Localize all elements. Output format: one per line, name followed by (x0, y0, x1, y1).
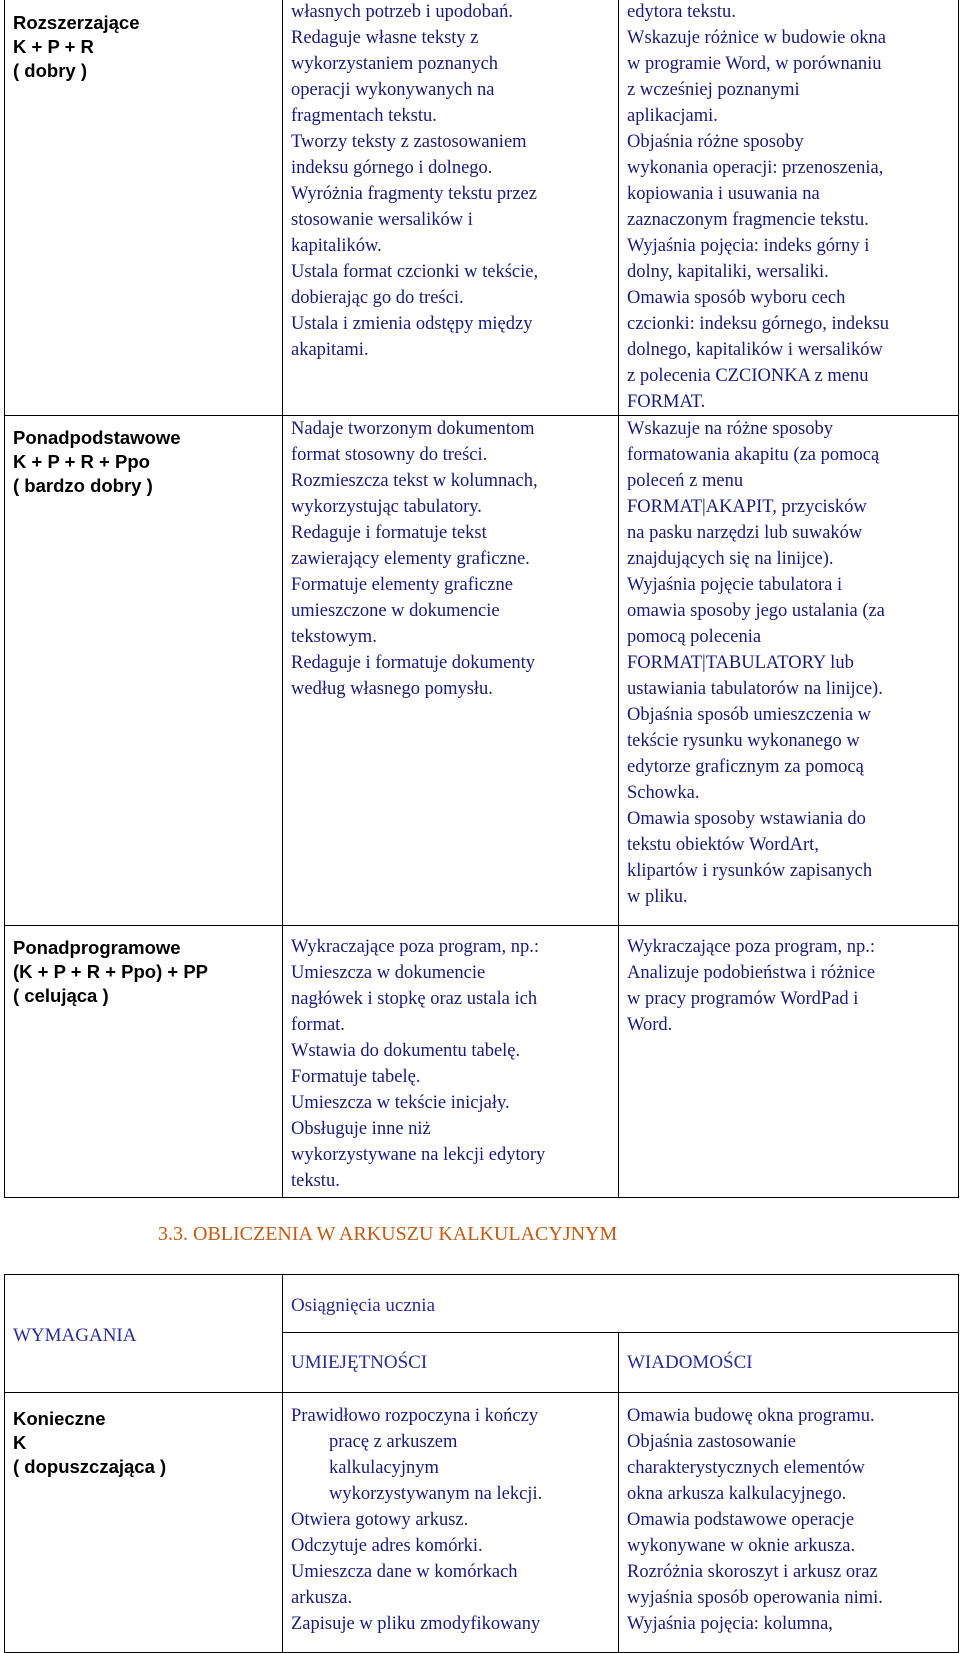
skill-line: Otwiera gotowy arkusz. (291, 1510, 469, 1530)
level-grade: ( dopuszczająca ) (13, 1456, 167, 1477)
skill-line: kapitalików. (291, 236, 382, 256)
skill-line: Wyróżnia fragmenty tekstu przez (291, 184, 537, 204)
skill-line: kalkulacyjnym (329, 1458, 439, 1478)
section-title: 3.3. OBLICZENIA W ARKUSZU KALKULACYJNYM (158, 1223, 618, 1245)
skill-line: zawierający elementy graficzne. (291, 549, 530, 569)
table-row (5, 926, 959, 1198)
header-requirements: WYMAGANIA (13, 1324, 137, 1346)
skill-line: format stosowny do treści. (291, 445, 488, 465)
level-formula: K + P + R + Ppo (13, 451, 150, 472)
skill-line: Prawidłowo rozpoczyna i kończy (291, 1406, 539, 1426)
skill-line: Zapisuje w pliku zmodyfikowany (291, 1614, 541, 1634)
skill-line: Odczytuje adres komórki. (291, 1536, 483, 1556)
skill-line: Ustala i zmienia odstępy między (291, 314, 533, 334)
knowledge-line: Omawia sposób wyboru cech (627, 288, 846, 308)
knowledge-line: zaznaczonym fragmencie tekstu. (627, 210, 869, 230)
skill-line: fragmentach tekstu. (291, 106, 437, 126)
skill-line: Rozmieszcza tekst w kolumnach, (291, 471, 538, 491)
skill-line: własnych potrzeb i upodobań. (291, 2, 513, 22)
skill-line: akapitami. (291, 340, 369, 360)
requirements-table-text-editor (4, 0, 959, 1198)
knowledge-line: Schowka. (627, 783, 700, 803)
level-grade: ( celująca ) (13, 985, 109, 1006)
level-name: Konieczne (13, 1408, 106, 1429)
knowledge-line: w programie Word, w porównaniu (627, 54, 882, 74)
knowledge-cell (619, 416, 959, 926)
knowledge-line: FORMAT|AKAPIT, przycisków (627, 497, 867, 517)
skill-line: Obsługuje inne niż (291, 1119, 431, 1139)
header-knowledge: WIADOMOŚCI (627, 1351, 753, 1373)
knowledge-line: Objaśnia sposób umieszczenia w (627, 705, 872, 725)
knowledge-line: w pracy programów WordPad i (627, 989, 859, 1009)
knowledge-line: poleceń z menu (627, 471, 744, 491)
knowledge-line: czcionki: indeksu górnego, indeksu (627, 314, 890, 334)
skill-line: tekstu. (291, 1171, 340, 1191)
table-row (5, 416, 959, 926)
level-name: Ponadpodstawowe (13, 427, 181, 448)
skill-line: umieszczone w dokumencie (291, 601, 500, 621)
header-achievements-cell (283, 1275, 959, 1333)
header-knowledge-cell (619, 1333, 959, 1393)
skill-line: dobierając go do treści. (291, 288, 464, 308)
knowledge-line: tekście rysunku wykonanego w (627, 731, 860, 751)
skills-cell (283, 0, 619, 416)
table-row (5, 0, 959, 416)
level-name: Rozszerzające (13, 12, 140, 33)
skill-line: Redaguje i formatuje dokumenty (291, 653, 536, 673)
skills-cell (283, 416, 619, 926)
header-skills-cell (283, 1333, 619, 1393)
knowledge-line: Wyjaśnia pojęcia: indeks górny i (627, 236, 870, 256)
knowledge-line: FORMAT. (627, 392, 706, 412)
skill-line: tekstowym. (291, 627, 377, 647)
knowledge-line: Wskazuje różnice w budowie okna (627, 28, 886, 48)
skill-line: wykorzystywane na lekcji edytory (291, 1145, 546, 1165)
skill-line: wykorzystaniem poznanych (291, 54, 499, 74)
skill-line: wykorzystywanym na lekcji. (329, 1484, 543, 1504)
skill-line: Formatuje tabelę. (291, 1067, 421, 1087)
requirements-table-spreadsheet (4, 1274, 959, 1653)
knowledge-line: Objaśnia zastosowanie (627, 1432, 797, 1452)
knowledge-line: w pliku. (627, 887, 688, 907)
header-requirements-cell (5, 1275, 283, 1393)
skill-line: Nadaje tworzonym dokumentom (291, 419, 535, 439)
knowledge-line: tekstu obiektów WordArt, (627, 835, 819, 855)
knowledge-line: znajdujących się na linijce). (627, 549, 834, 569)
skill-line: Wykraczające poza program, np.: (291, 937, 539, 957)
header-row (5, 1275, 959, 1333)
knowledge-cell (619, 926, 959, 1198)
knowledge-line: wyjaśnia sposób operowania nimi. (627, 1588, 883, 1608)
level-cell (5, 1393, 283, 1653)
knowledge-line: kopiowania i usuwania na (627, 184, 820, 204)
knowledge-line: Omawia budowę okna programu. (627, 1406, 875, 1426)
table-row (5, 1393, 959, 1653)
level-cell (5, 416, 283, 926)
knowledge-line: Analizuje podobieństwa i różnice (627, 963, 876, 983)
knowledge-line: z wcześniej poznanymi (627, 80, 800, 100)
knowledge-line: wykonania operacji: przenoszenia, (627, 158, 884, 178)
skill-line: stosowanie wersalików i (291, 210, 473, 230)
knowledge-line: na pasku narzędzi lub suwaków (627, 523, 863, 543)
knowledge-line: Omawia sposoby wstawiania do (627, 809, 866, 829)
knowledge-line: z polecenia CZCIONKA z menu (627, 366, 869, 386)
level-cell (5, 926, 283, 1198)
level-name: Ponadprogramowe (13, 937, 181, 958)
knowledge-line: edytorze graficznym za pomocą (627, 757, 864, 777)
knowledge-line: Objaśnia różne sposoby (627, 132, 804, 152)
skill-line: Redaguje własne teksty z (291, 28, 479, 48)
knowledge-line: Wyjaśnia pojęcie tabulatora i (627, 575, 843, 595)
skill-line: Umieszcza w tekście inicjały. (291, 1093, 510, 1113)
knowledge-line: Word. (627, 1015, 673, 1035)
header-skills: UMIEJĘTNOŚCI (291, 1351, 428, 1373)
skill-line: Wstawia do dokumentu tabelę. (291, 1041, 521, 1061)
skill-line: wykorzystując tabulatory. (291, 497, 482, 517)
level-grade: ( dobry ) (13, 60, 87, 81)
skill-line: Ustala format czcionki w tekście, (291, 262, 539, 282)
skill-line: Redaguje i formatuje tekst (291, 523, 487, 543)
knowledge-line: aplikacjami. (627, 106, 718, 126)
level-grade: ( bardzo dobry ) (13, 475, 153, 496)
knowledge-line: charakterystycznych elementów (627, 1458, 865, 1478)
skill-line: Umieszcza w dokumencie (291, 963, 486, 983)
knowledge-line: klipartów i rysunków zapisanych (627, 861, 873, 881)
skill-line: arkusza. (291, 1588, 353, 1608)
knowledge-cell (619, 0, 959, 416)
skill-line: Formatuje elementy graficzne (291, 575, 513, 595)
knowledge-line: dolnego, kapitalików i wersalików (627, 340, 883, 360)
knowledge-line: Omawia podstawowe operacje (627, 1510, 855, 1530)
level-formula: K (13, 1432, 27, 1453)
skill-line: indeksu górnego i dolnego. (291, 158, 493, 178)
knowledge-line: wykonywane w oknie arkusza. (627, 1536, 856, 1556)
knowledge-line: omawia sposoby jego ustalania (za (627, 601, 885, 621)
level-cell (5, 0, 283, 416)
knowledge-line: dolny, kapitaliki, wersaliki. (627, 262, 829, 282)
skill-line: operacji wykonywanych na (291, 80, 495, 100)
skill-line: Tworzy teksty z zastosowaniem (291, 132, 527, 152)
knowledge-line: Wykraczające poza program, np.: (627, 937, 875, 957)
knowledge-line: ustawiania tabulatorów na linijce). (627, 679, 883, 699)
skill-line: według własnego pomysłu. (291, 679, 493, 699)
skills-cell (283, 926, 619, 1198)
knowledge-line: Wyjaśnia pojęcia: kolumna, (627, 1614, 833, 1634)
level-formula: K + P + R (13, 36, 94, 57)
skill-line: nagłówek i stopkę oraz ustala ich (291, 989, 538, 1009)
knowledge-line: Wskazuje na różne sposoby (627, 419, 834, 439)
skill-line: pracę z arkuszem (329, 1432, 458, 1452)
header-achievements: Osiągnięcia ucznia (291, 1294, 436, 1316)
knowledge-line: okna arkusza kalkulacyjnego. (627, 1484, 847, 1504)
skill-line: format. (291, 1015, 345, 1035)
knowledge-line: FORMAT|TABULATORY lub (627, 653, 854, 673)
knowledge-line: edytora tekstu. (627, 2, 736, 22)
knowledge-line: pomocą polecenia (627, 627, 762, 647)
knowledge-line: Rozróżnia skoroszyt i arkusz oraz (627, 1562, 878, 1582)
skill-line: Umieszcza dane w komórkach (291, 1562, 518, 1582)
level-formula: (K + P + R + Ppo) + PP (13, 961, 208, 982)
knowledge-line: formatowania akapitu (za pomocą (627, 445, 880, 465)
skills-cell (283, 1393, 619, 1653)
knowledge-cell (619, 1393, 959, 1653)
